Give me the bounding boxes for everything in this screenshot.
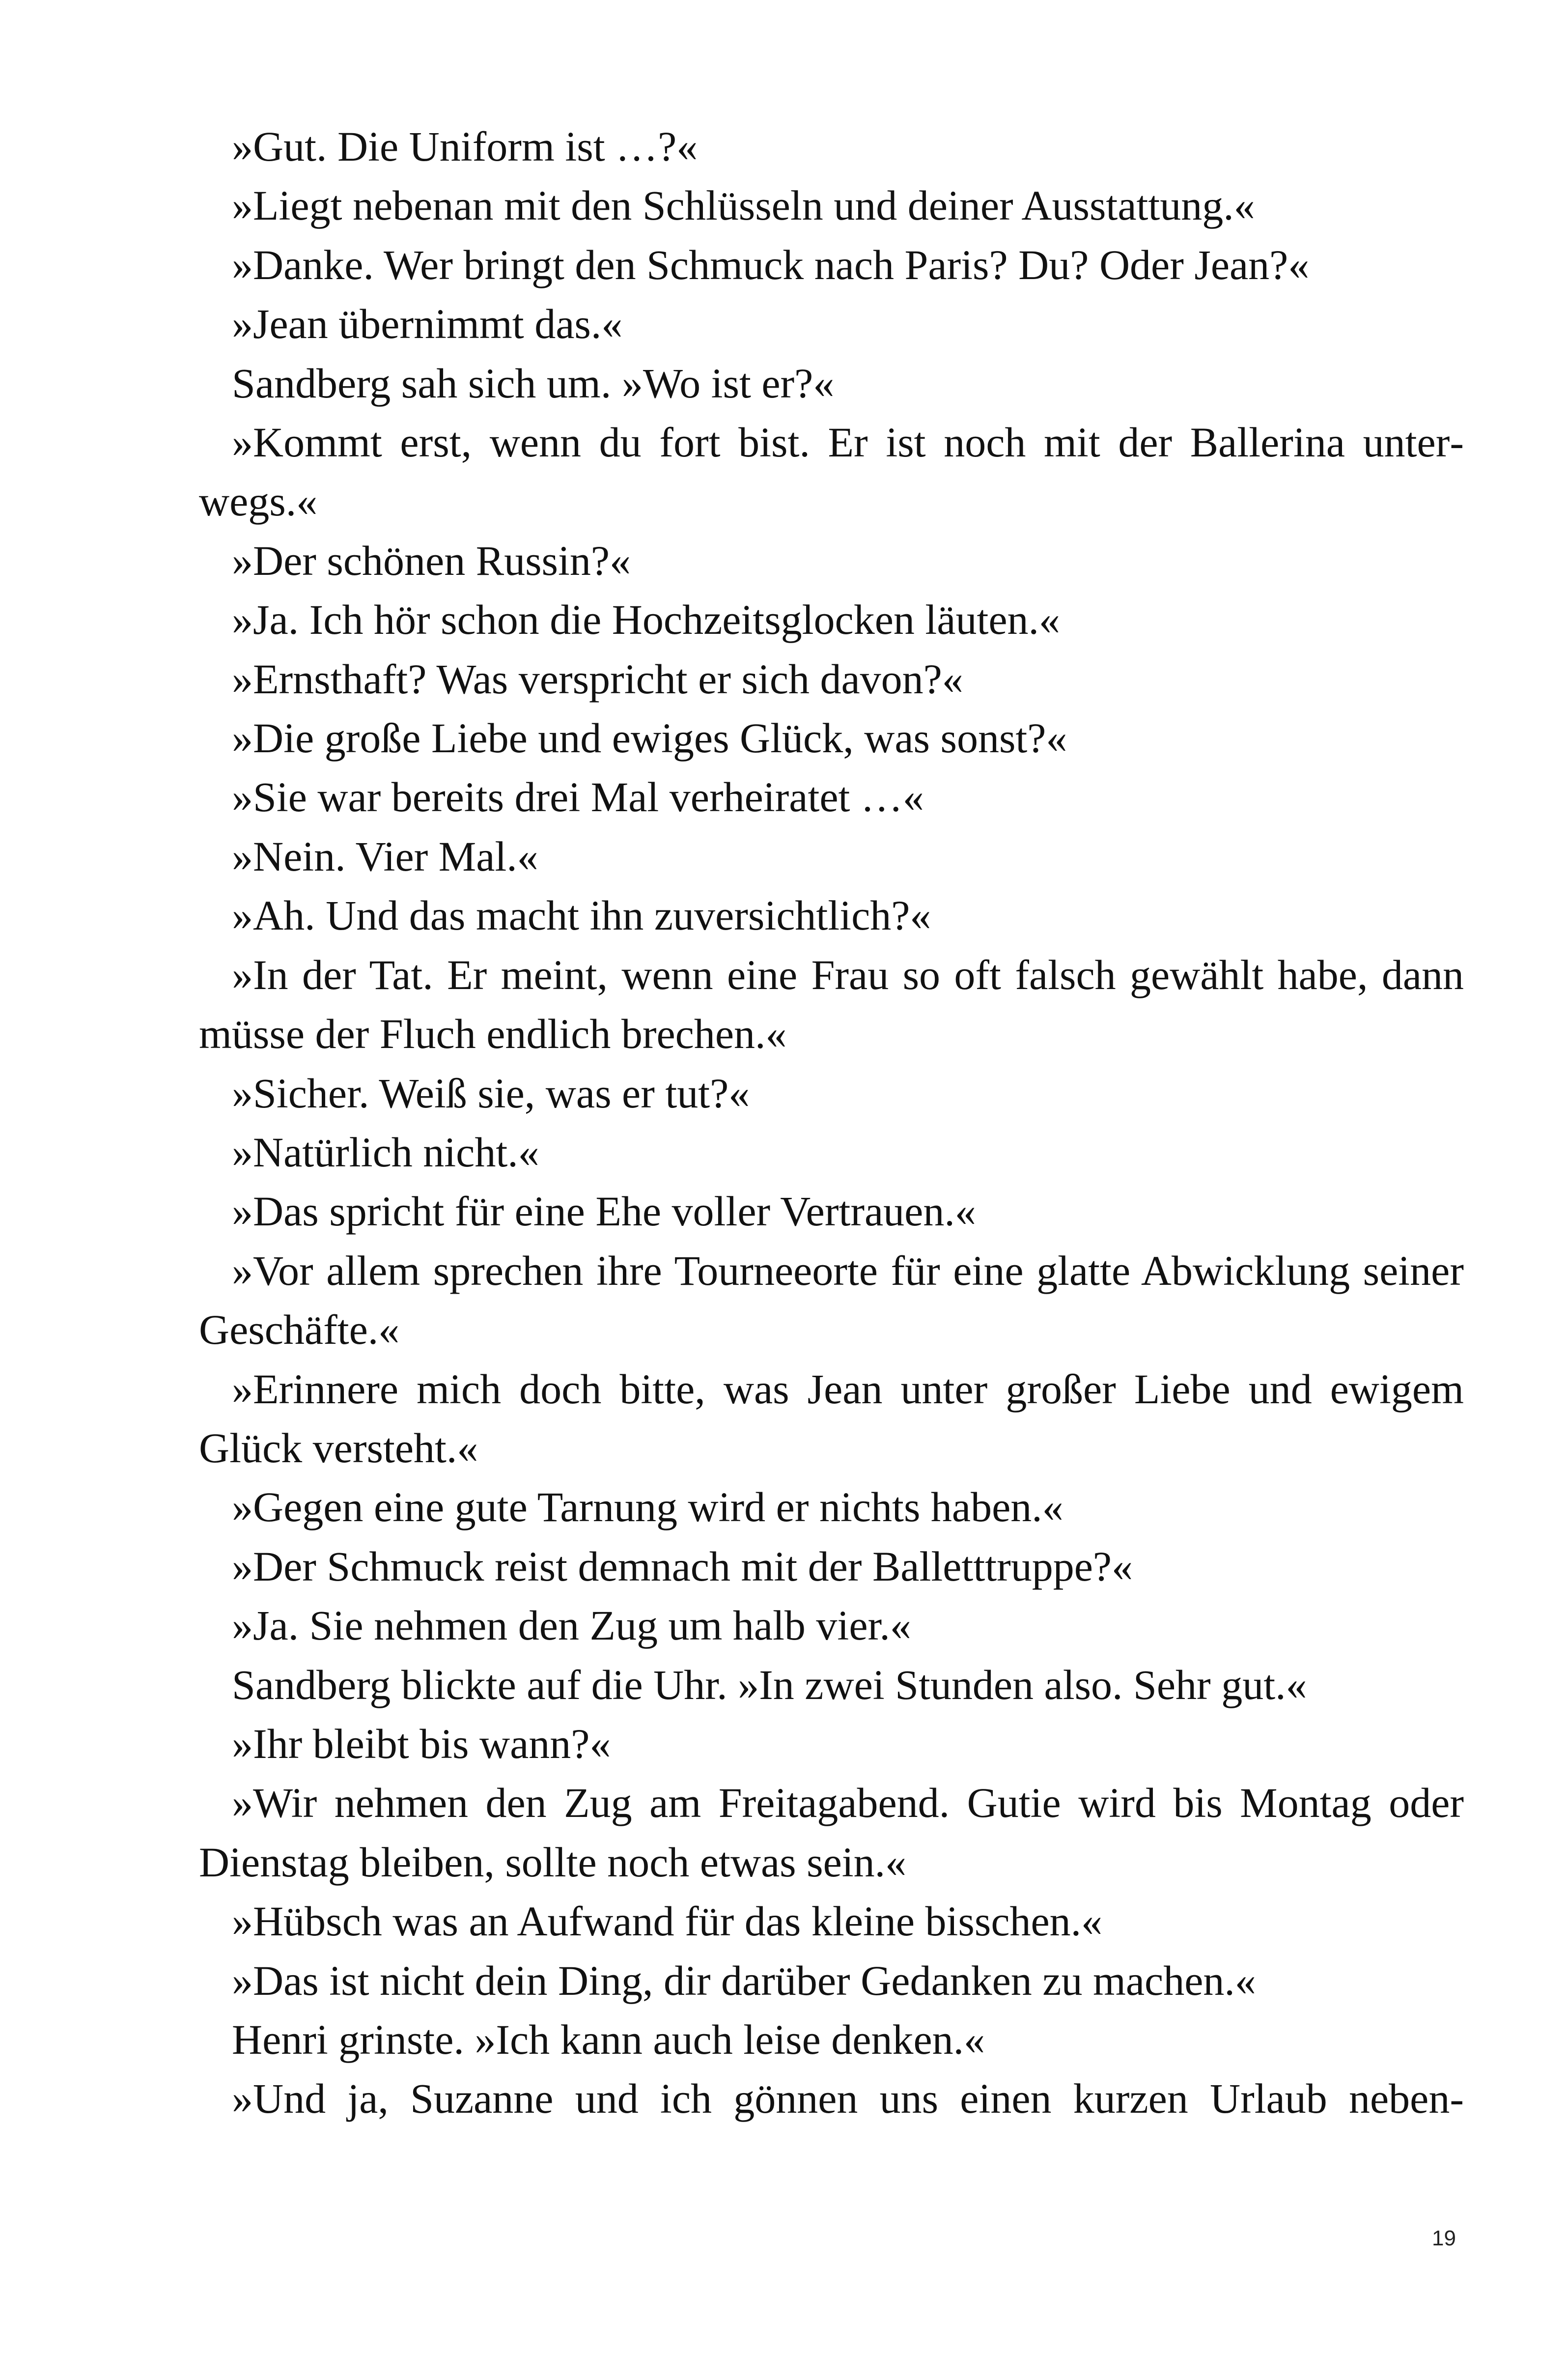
paragraph: »Liegt nebenan mit den Schlüsseln und deiner Ausstattung.« (232, 182, 1255, 229)
paragraph: »Kommt erst, wenn du fort bist. Er ist noch mit der Ballerina unterwegs.« (199, 419, 1464, 525)
paragraph: »Ah. Und das macht ihn zuversichtlich?« (232, 892, 931, 939)
paragraph: »Wir nehmen den Zug am Freitagabend. Gutie wird bis Montag oder Dienstag bleiben, sollte noch etwas sein.« (199, 1779, 1464, 1886)
paragraph: »Die große Liebe und ewiges Glück, was sonst?« (232, 714, 1067, 762)
paragraph: »Sie war bereits drei Mal verheiratet …« (232, 773, 924, 821)
paragraph: Sandberg sah sich um. »Wo ist er?« (232, 359, 835, 407)
paragraph: »In der Tat. Er meint, wenn eine Frau so oft falsch gewählt habe, dann müsse der Fluch endlich brechen.« (199, 951, 1464, 1058)
paragraph: Henri grinste. »Ich kann auch leise denken.« (232, 2016, 985, 2063)
paragraph: »Sicher. Weiß sie, was er tut?« (232, 1069, 750, 1117)
paragraph: »Hübsch was an Aufwand für das kleine bisschen.« (232, 1898, 1103, 1945)
paragraph: »Vor allem sprechen ihre Tourneeorte für eine glatte Abwicklung seiner Geschäfte.« (199, 1247, 1464, 1354)
paragraph: »Das ist nicht dein Ding, dir darüber Gedanken zu machen.« (232, 1956, 1256, 2004)
paragraph: »Das spricht für eine Ehe voller Vertrauen.« (232, 1188, 976, 1235)
paragraph: »Nein. Vier Mal.« (232, 832, 538, 880)
body-text (199, 117, 1464, 2128)
paragraph: »Ja. Sie nehmen den Zug um halb vier.« (232, 1602, 911, 1649)
paragraph: »Gut. Die Uniform ist …?« (232, 123, 698, 170)
paragraph: »Gegen eine gute Tarnung wird er nichts haben.« (232, 1483, 1063, 1531)
paragraph: »Der Schmuck reist demnach mit der Balletttruppe?« (232, 1542, 1133, 1590)
paragraph: »Natürlich nicht.« (232, 1128, 539, 1176)
page-number: 19 (1432, 2226, 1456, 2250)
paragraph: »Und ja, Suzanne und ich gönnen uns einen kurzen Urlaub neben- (232, 2075, 1464, 2123)
paragraph: »Erinnere mich doch bitte, was Jean unter großer Liebe und ewigem Glück versteht.« (199, 1365, 1464, 1472)
paragraph: »Ihr bleibt bis wann?« (232, 1720, 611, 1767)
paragraph: »Jean übernimmt das.« (232, 300, 623, 348)
paragraph: »Der schönen Russin?« (232, 537, 631, 584)
paragraph: »Danke. Wer bringt den Schmuck nach Paris? Du? Oder Jean?« (232, 241, 1310, 288)
paragraph: »Ernsthaft? Was verspricht er sich davon?« (232, 655, 963, 703)
paragraph: Sandberg blickte auf die Uhr. »In zwei Stunden also. Sehr gut.« (232, 1661, 1307, 1708)
paragraph: »Ja. Ich hör schon die Hochzeitsglocken läuten.« (232, 596, 1061, 644)
